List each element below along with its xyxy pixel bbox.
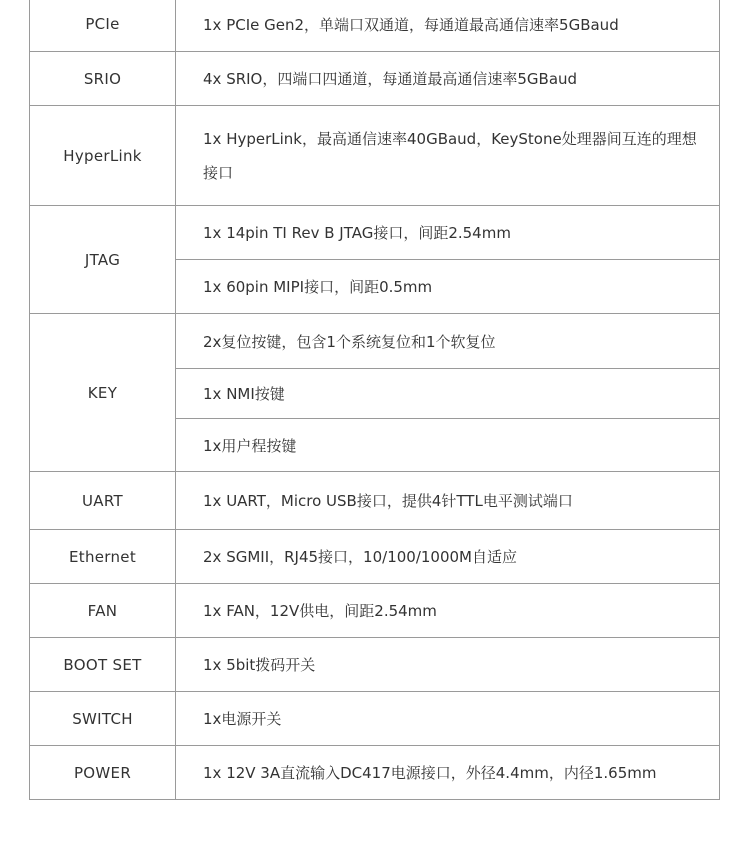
table-row <box>30 692 720 746</box>
interface-name-cell: JTAG <box>30 206 176 314</box>
spec-table <box>29 0 720 800</box>
table-row <box>30 472 720 530</box>
interface-desc-cell: 1x 14pin TI Rev B JTAG接口，间距2.54mm <box>176 206 720 260</box>
table-row <box>30 52 720 106</box>
interface-desc-cell: 1x PCIe Gen2，单端口双通道，每通道最高通信速率5GBaud <box>176 0 720 52</box>
interface-name-cell: SWITCH <box>30 692 176 746</box>
interface-desc-cell: 1x HyperLink，最高通信速率40GBaud，KeyStone处理器间互连的理想接口 <box>176 106 720 206</box>
table-row <box>30 0 720 52</box>
interface-name-cell: PCIe <box>30 0 176 52</box>
interface-desc-cell: 4x SRIO，四端口四通道，每通道最高通信速率5GBaud <box>176 52 720 106</box>
interface-desc-cell: 1x FAN，12V供电，间距2.54mm <box>176 584 720 638</box>
interface-desc-cell: 1x 60pin MIPI接口，间距0.5mm <box>176 260 720 314</box>
table-row <box>30 206 720 260</box>
interface-name-cell: FAN <box>30 584 176 638</box>
interface-desc-cell: 2x SGMII，RJ45接口，10/100/1000M自适应 <box>176 530 720 584</box>
interface-desc-cell: 2x复位按键，包含1个系统复位和1个软复位 <box>176 314 720 369</box>
interface-desc-cell: 1x 12V 3A直流输入DC417电源接口，外径4.4mm，内径1.65mm <box>176 746 720 800</box>
table-row <box>30 746 720 800</box>
table-row <box>30 314 720 369</box>
table-row <box>30 106 720 206</box>
interface-name-cell: SRIO <box>30 52 176 106</box>
interface-name-cell: BOOT SET <box>30 638 176 692</box>
interface-desc-cell: 1x NMI按键 <box>176 369 720 419</box>
interface-name-cell: HyperLink <box>30 106 176 206</box>
table-row <box>30 584 720 638</box>
interface-name-cell: KEY <box>30 314 176 472</box>
table-row <box>30 530 720 584</box>
interface-name-cell: POWER <box>30 746 176 800</box>
interface-desc-cell: 1x用户程按键 <box>176 419 720 472</box>
interface-name-cell: Ethernet <box>30 530 176 584</box>
interface-name-cell: UART <box>30 472 176 530</box>
interface-desc-cell: 1x UART，Micro USB接口，提供4针TTL电平测试端口 <box>176 472 720 530</box>
interface-desc-cell: 1x 5bit拨码开关 <box>176 638 720 692</box>
interface-desc-cell: 1x电源开关 <box>176 692 720 746</box>
table-row <box>30 638 720 692</box>
